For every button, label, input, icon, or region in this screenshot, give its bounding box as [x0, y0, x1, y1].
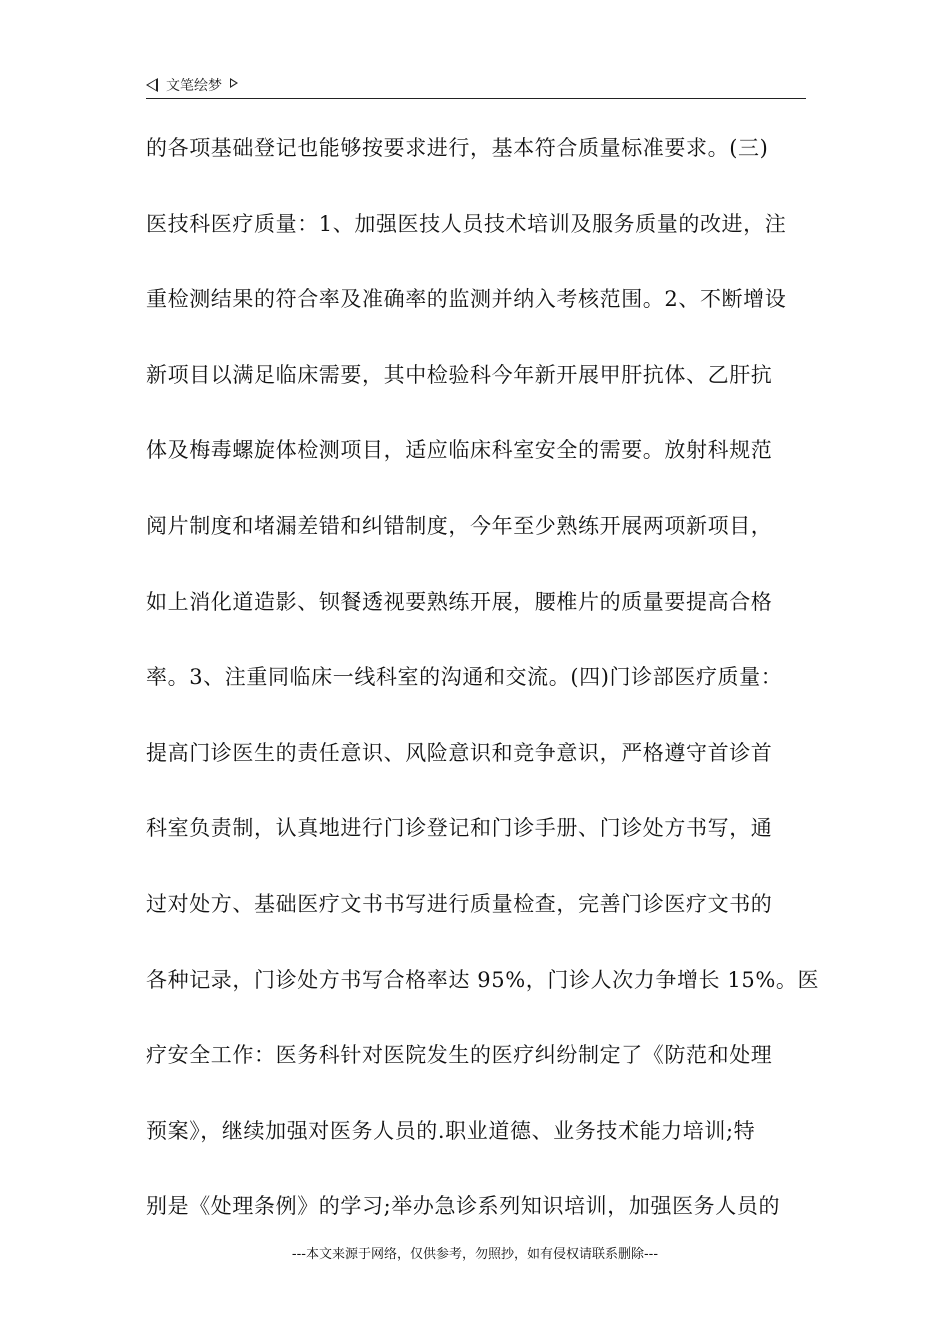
body-line: 别是《处理条例》的学习;举办急诊系列知识培训，加强医务人员的	[146, 1194, 781, 1219]
body-line: 各种记录，门诊处方书写合格率达 95%，门诊人次力争增长 15%。医	[146, 967, 820, 992]
body-line: 疗安全工作：医务科针对医院发生的医疗纠纷制定了《防范和处理	[146, 1043, 773, 1068]
triangle-left-icon	[146, 78, 158, 92]
body-line: 重检测结果的符合率及准确率的监测并纳入考核范围。2、不断增设	[146, 287, 787, 312]
body-line: 过对处方、基础医疗文书书写进行质量检查，完善门诊医疗文书的	[146, 891, 773, 916]
body-line: 率。3、注重同临床一线科室的沟通和交流。(四)门诊部医疗质量：	[146, 665, 783, 690]
footer-notice: ---本文来源于网络，仅供参考，勿照抄，如有侵权请联系删除---	[291, 1247, 659, 1262]
body-line: 如上消化道造影、钡餐透视要熟练开展，腰椎片的质量要提高合格	[146, 589, 773, 614]
document-body	[146, 128, 820, 1262]
body-line: 阅片制度和堵漏差错和纠错制度，今年至少熟练开展两项新项目，	[146, 513, 773, 538]
body-line: 科室负责制，认真地进行门诊登记和门诊手册、门诊处方书写，通	[146, 816, 773, 841]
page-header	[146, 74, 806, 99]
header-title: 文笔绘梦	[166, 78, 222, 94]
body-line: 提高门诊医生的责任意识、风险意识和竞争意识，严格遵守首诊首	[146, 740, 773, 765]
body-line: 医技科医疗质量：1、加强医技人员技术培训及服务质量的改进，注	[146, 211, 787, 236]
body-line: 的各项基础登记也能够按要求进行，基本符合质量标准要求。(三)	[146, 136, 769, 160]
body-line: 新项目以满足临床需要，其中检验科今年新开展甲肝抗体、乙肝抗	[146, 362, 773, 387]
body-line: 预案》，继续加强对医务人员的.职业道德、业务技术能力培训;特	[146, 1118, 756, 1143]
triangle-right-icon	[230, 78, 238, 88]
body-line: 体及梅毒螺旋体检测项目，适应临床科室安全的需要。放射科规范	[146, 438, 773, 463]
header-bar	[146, 74, 806, 96]
